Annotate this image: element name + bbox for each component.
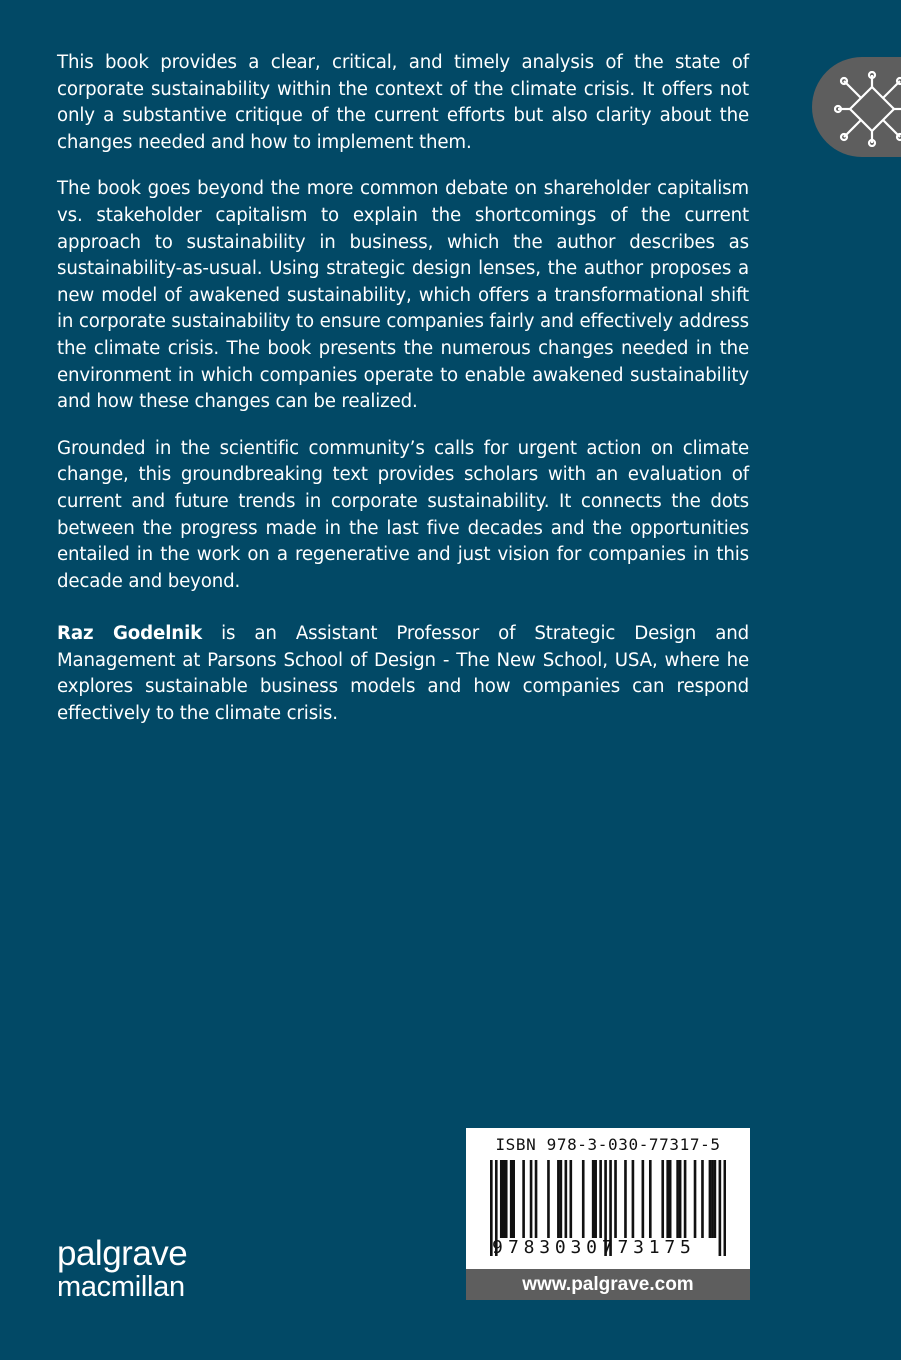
- barcode-bar: [661, 1160, 664, 1238]
- barcode-bar: [714, 1160, 717, 1238]
- palgrave-network-icon: [834, 71, 901, 147]
- barcode-bar: [594, 1160, 597, 1238]
- publisher-logo-tab: [812, 57, 901, 157]
- barcode-bar: [676, 1160, 679, 1238]
- blurb-paragraph-1: This book provides a clear, critical, and timely analysis of the state of corporate sustainability within the context of the climate crisis. It offers not only a substantive critique of the current efforts but also clarity about the changes needed and how to implement them.: [57, 52, 749, 153]
- blurb-paragraph-2: The book goes beyond the more common debate on shareholder capitalism vs. stakeholder capitalism to explain the shortcomings of the current approach to sustainability in business, which the author describes as sustainability-as-usual. Using strategic design lenses, the author proposes a new model of awakened sustainability, which offers a transformational shift in corporate sustainability to ensure companies fairly and effectively address the climate crisis. The book presents the numerous changes needed in the environment in which companies operate to enable awakened sustainability and how these changes can be realized.: [57, 178, 749, 413]
- barcode-bar: [666, 1160, 669, 1238]
- barcode-bar: [724, 1160, 726, 1256]
- barcode-bar: [522, 1160, 525, 1238]
- barcode-bar: [560, 1160, 563, 1238]
- barcode-bar: [624, 1160, 627, 1238]
- barcode-bar: [530, 1160, 533, 1238]
- barcode-bar: [592, 1160, 595, 1238]
- back-cover-blurb: [57, 50, 749, 748]
- barcode-bar: [569, 1160, 572, 1238]
- barcode-bar: [711, 1160, 714, 1238]
- blurb-paragraph-3: Grounded in the scientific community’s calls for urgent action on climate change, this groundbreaking text provides scholars with an evaluation of current and future trends in corporate sustainability. It connects the dots between the progress made in the last five decades and the opportunities entailed in the work on a regenerative and just vision for companies in this decade and beyond.: [57, 437, 749, 592]
- barcode-bar: [535, 1160, 538, 1238]
- publisher-logo: [57, 1236, 187, 1302]
- barcode-bar: [505, 1160, 508, 1238]
- barcode-bar: [500, 1160, 503, 1238]
- barcode-bar: [632, 1160, 635, 1238]
- barcode-bar: [565, 1160, 568, 1238]
- author-name: Raz Godelnik: [57, 623, 203, 645]
- barcode-bar: [582, 1160, 585, 1238]
- barcode-bar: [599, 1160, 602, 1238]
- barcode-bar: [510, 1160, 513, 1238]
- publisher-name-line2: macmillan: [57, 1271, 185, 1303]
- barcode-panel: [466, 1128, 750, 1300]
- ean-digits: 783030773175: [508, 1237, 696, 1258]
- barcode-bar: [547, 1160, 550, 1238]
- barcode-bar: [557, 1160, 560, 1238]
- barcode-bar: [512, 1160, 515, 1238]
- barcode-bar: [649, 1160, 652, 1238]
- barcode-bar: [709, 1160, 712, 1238]
- isbn-label: ISBN 978-3-030-77317-5: [495, 1135, 721, 1154]
- barcode-bar: [614, 1160, 617, 1238]
- barcode-bar: [684, 1160, 687, 1238]
- ean-first-digit: 9: [492, 1237, 503, 1258]
- barcode-bar: [669, 1160, 672, 1238]
- barcode-bar: [701, 1160, 704, 1238]
- publisher-name-line1: palgrave: [57, 1234, 188, 1273]
- author-bio: [57, 621, 749, 727]
- barcode-bar: [679, 1160, 682, 1238]
- publisher-website: www.palgrave.com: [466, 1269, 750, 1300]
- barcode-bar: [502, 1160, 505, 1238]
- author-bio-text: is an Assistant Professor of Strategic Design and Management at Parsons School of Design - The New School, USA, where he explores sustainable business models and how companies can respond effectively to the climate crisis.: [57, 623, 749, 725]
- barcode-bar: [642, 1160, 645, 1238]
- barcode-bar: [694, 1160, 697, 1238]
